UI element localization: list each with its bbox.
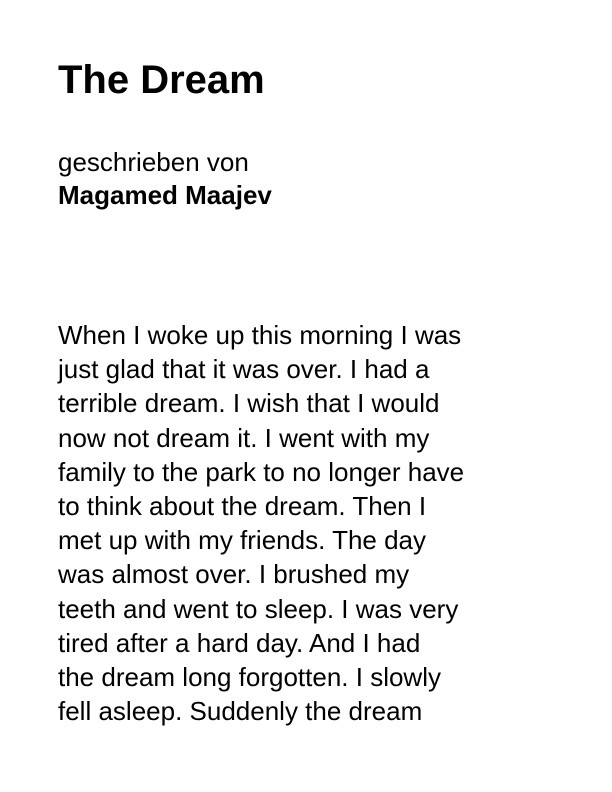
body-line: family to the park to no longer have <box>58 456 465 487</box>
body-line: tired after a hard day. And I had <box>58 627 421 658</box>
body-line: When I woke up this morning I was <box>58 320 462 350</box>
body-line: to think about the dream. Then I <box>58 491 427 522</box>
body-line: the dream long forgotten. I slowly <box>58 662 441 693</box>
body-line: teeth and went to sleep. I was very <box>58 593 459 624</box>
story-title: The Dream <box>58 58 265 102</box>
body-line: terrible dream. I wish that I would <box>58 388 440 419</box>
body-line: now not dream it. I went with my <box>58 422 430 453</box>
body-line: just glad that it was over. I had a <box>58 354 430 385</box>
author-name: Magamed Maajev <box>58 180 272 210</box>
byline-label: geschrieben von <box>58 147 249 177</box>
body-line: fell asleep. Suddenly the dream <box>58 696 423 727</box>
body-line: was almost over. I brushed my <box>58 559 410 590</box>
byline <box>58 146 272 212</box>
body-line: met up with my friends. The day <box>58 525 427 556</box>
story-body <box>58 318 558 728</box>
